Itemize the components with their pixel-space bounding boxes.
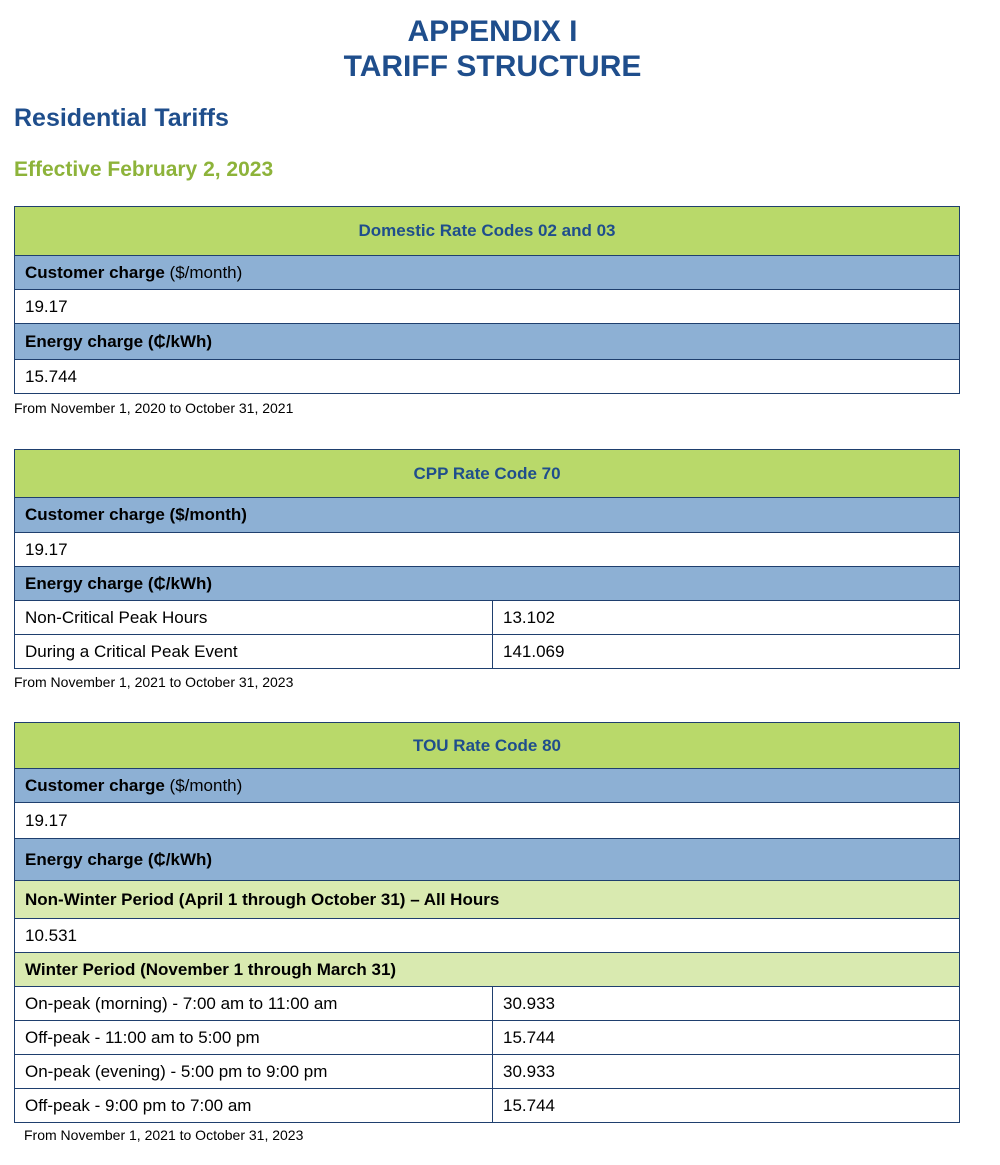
table-title: TOU Rate Code 80 [15,723,960,769]
non-winter-period-header: Non-Winter Period (April 1 through October 31) – All Hours [15,881,960,919]
table-title: CPP Rate Code 70 [15,450,960,498]
customer-charge-header [15,769,960,803]
table-row [15,987,960,1021]
customer-charge-label: Customer charge [25,262,165,282]
domestic-period-note: From November 1, 2020 to October 31, 2021 [14,400,294,416]
customer-charge-value: 19.17 [15,533,960,567]
rate-label: During a Critical Peak Event [15,635,493,669]
rate-value: 30.933 [493,1055,960,1089]
customer-charge-unit: ($/month) [164,262,243,282]
section-heading: Residential Tariffs [14,104,229,132]
customer-charge-label: Customer charge [25,775,165,795]
title-line-2: TARIFF STRUCTURE [343,50,642,83]
rate-value: 15.744 [493,1089,960,1123]
rate-label: On-peak (morning) - 7:00 am to 11:00 am [15,987,493,1021]
table-row [15,635,960,669]
energy-charge-label: Energy charge (₵/kWh) [25,573,213,593]
cpp-rate-table [14,449,960,669]
winter-period-header: Winter Period (November 1 through March 31) [15,953,960,987]
rate-value: 30.933 [493,987,960,1021]
rate-value: 141.069 [493,635,960,669]
title-line-1: APPENDIX I [407,15,578,48]
customer-charge-header [15,498,960,533]
rate-label: On-peak (evening) - 5:00 pm to 9:00 pm [15,1055,493,1089]
tou-rate-table [14,722,960,1123]
customer-charge-label: Customer charge ($/month) [25,505,247,524]
table-row [15,1055,960,1089]
customer-charge-value: 19.17 [15,803,960,839]
customer-charge-header [15,256,960,290]
rate-label: Non-Critical Peak Hours [15,601,493,635]
customer-charge-unit: ($/month) [164,775,243,795]
energy-charge-label: Energy charge (₵/kWh) [25,331,213,351]
energy-charge-header [15,567,960,601]
energy-charge-label: Energy charge (₵/kWh) [25,849,213,869]
tou-period-note: From November 1, 2021 to October 31, 2023 [24,1127,304,1143]
page-title [0,14,985,84]
cpp-period-note: From November 1, 2021 to October 31, 2023 [14,674,294,690]
effective-date: Effective February 2, 2023 [14,158,274,181]
table-row [15,1021,960,1055]
rate-value: 13.102 [493,601,960,635]
table-title: Domestic Rate Codes 02 and 03 [15,207,960,256]
energy-charge-header [15,324,960,360]
non-winter-value: 10.531 [15,919,960,953]
table-row [15,601,960,635]
rate-label: Off-peak - 9:00 pm to 7:00 am [15,1089,493,1123]
domestic-rate-table [14,206,960,394]
table-row [15,1089,960,1123]
energy-charge-value: 15.744 [15,360,960,394]
customer-charge-value: 19.17 [15,290,960,324]
rate-value: 15.744 [493,1021,960,1055]
energy-charge-header [15,839,960,881]
rate-label: Off-peak - 11:00 am to 5:00 pm [15,1021,493,1055]
